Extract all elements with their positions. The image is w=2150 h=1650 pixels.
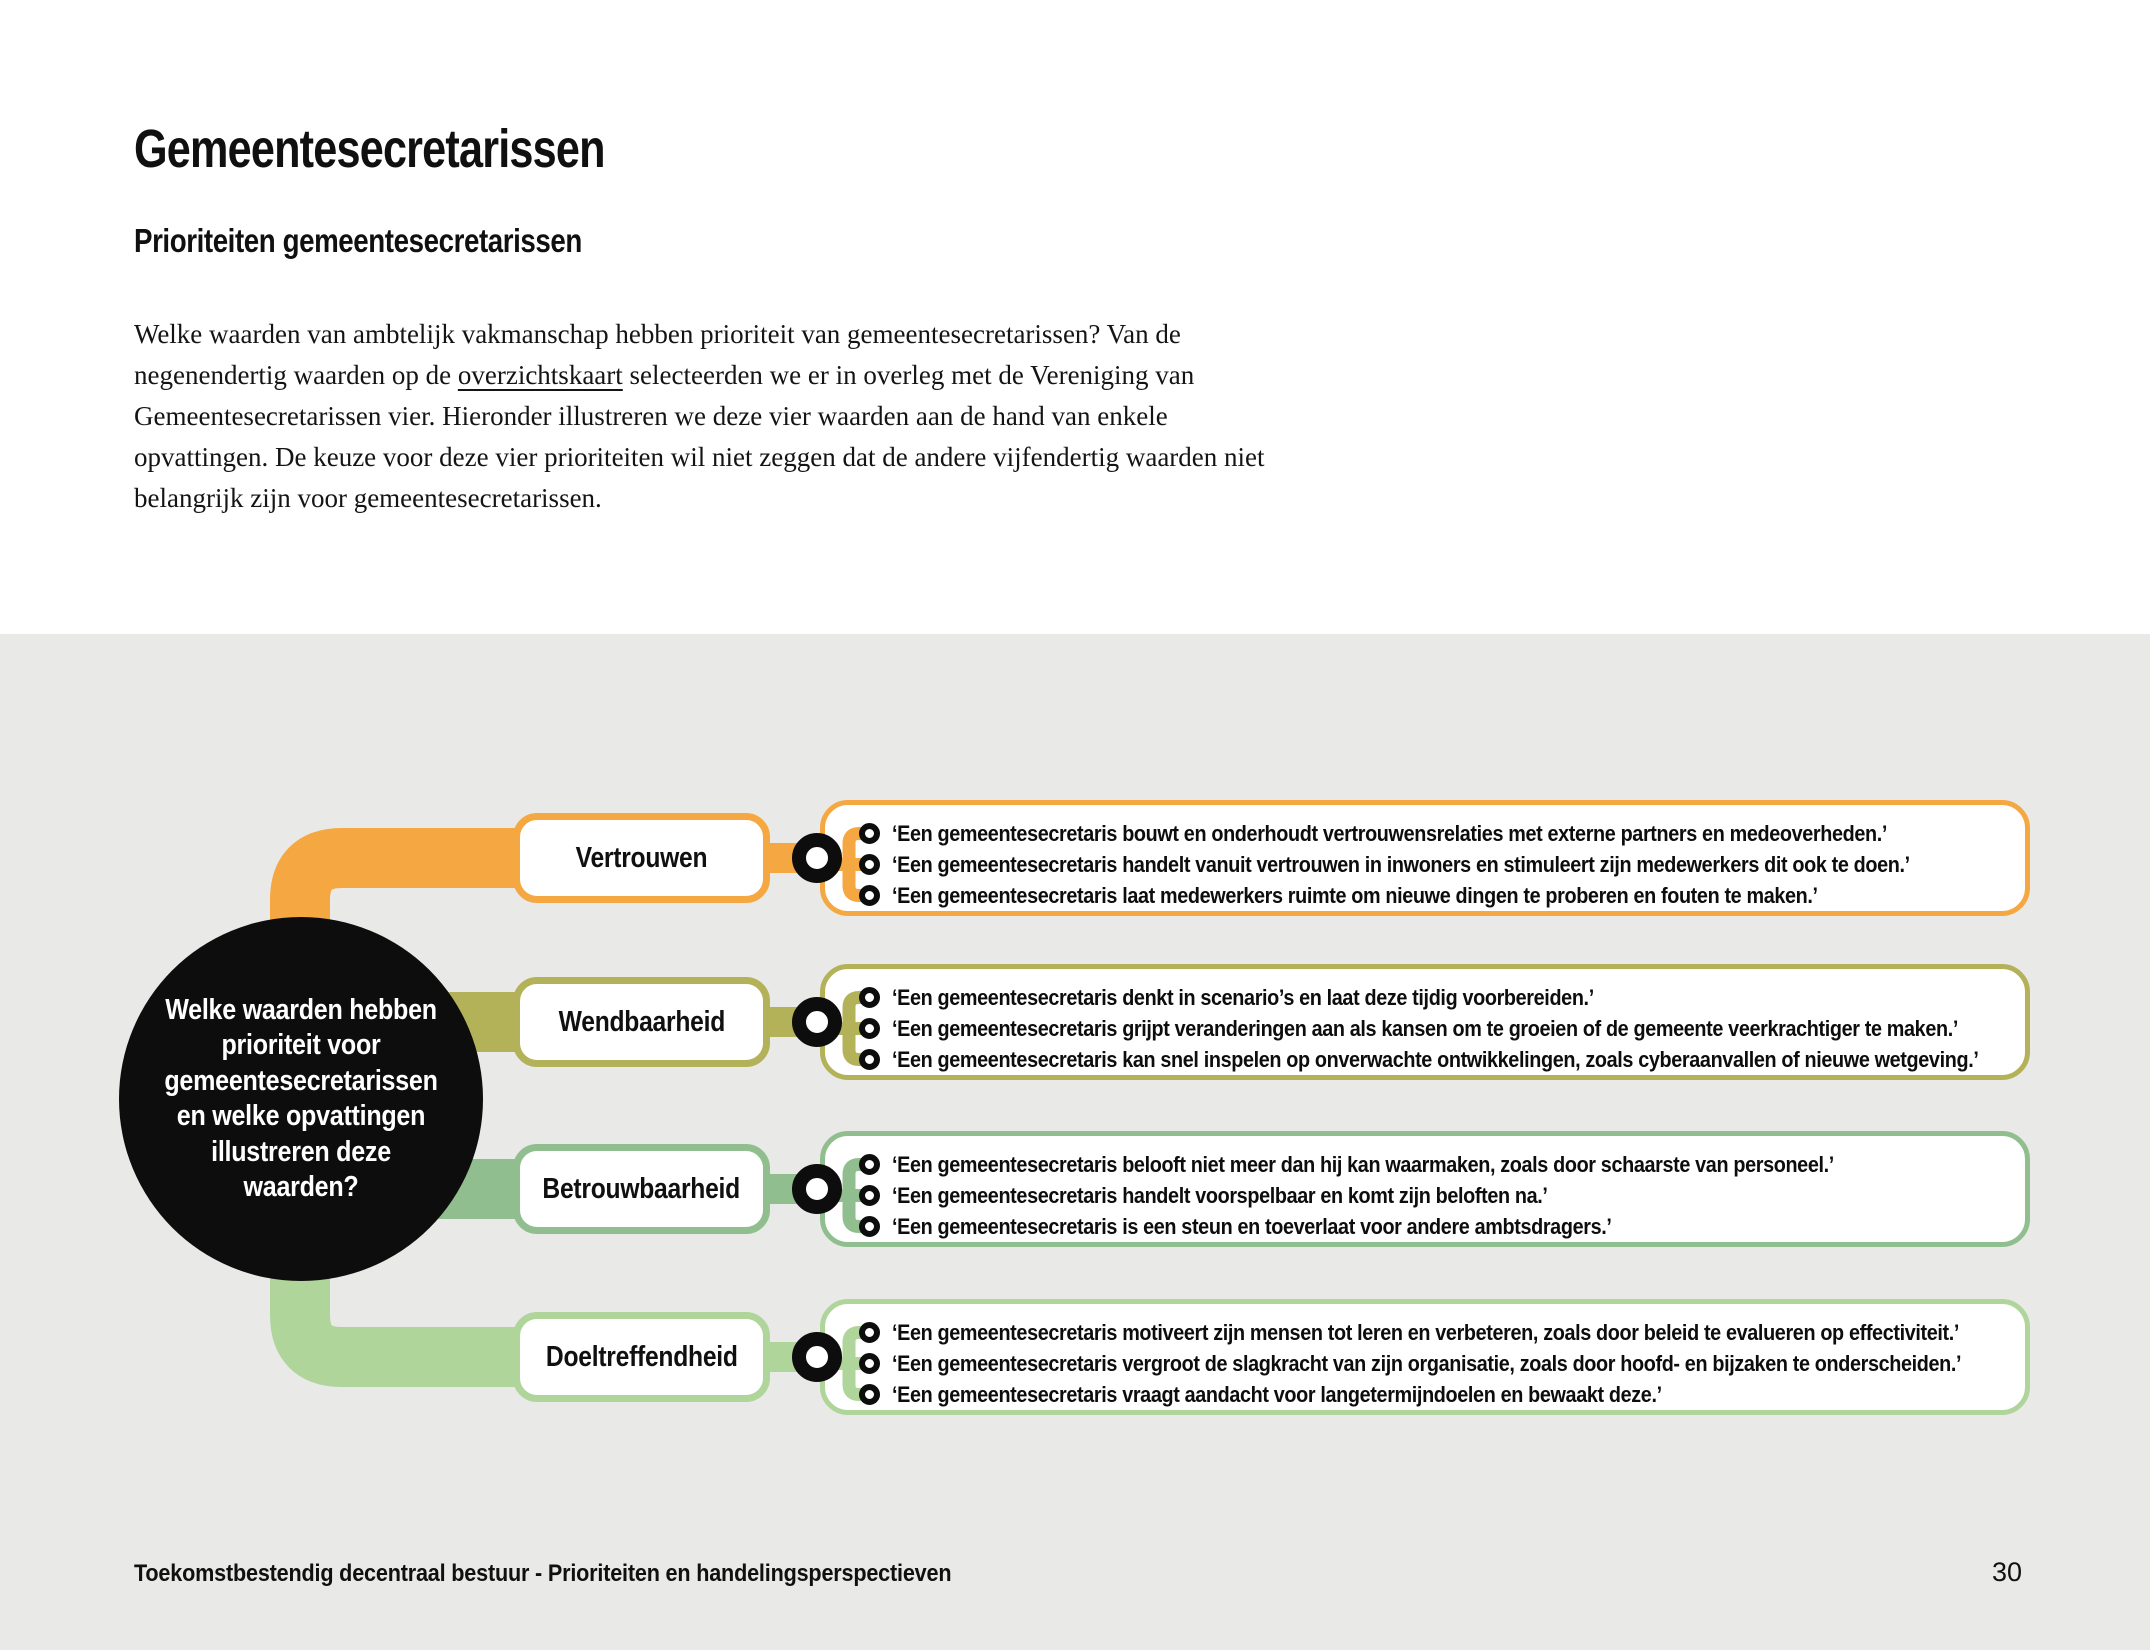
intro-link[interactable]: overzichtskaart <box>457 360 623 390</box>
intro-line-2-post: selecteerden we er in overleg met de Vereniging van <box>622 360 1195 390</box>
quote-item <box>859 1044 2007 1075</box>
page-title: Gemeentesecretarissen <box>134 119 605 179</box>
junction-ring-icon <box>792 833 842 883</box>
intro-line-2-pre: negenendertig waarden op de <box>134 360 458 390</box>
value-label-box <box>513 1144 770 1234</box>
bullet-ring-icon <box>859 987 880 1008</box>
value-label: Betrouwbaarheid <box>542 1172 741 1205</box>
quotes-box <box>820 964 2030 1080</box>
quote-text: ‘Een gemeentesecretaris vraagt aandacht voor langetermijndoelen en bewaakt deze.’ <box>892 1381 1662 1407</box>
bullet-ring-icon <box>859 1322 880 1343</box>
quote-item <box>859 1211 2007 1242</box>
intro-line-4: opvattingen. De keuze voor deze vier prioriteiten wil niet zeggen dat de andere vijfendertig waarden niet <box>134 442 1265 472</box>
quote-item <box>859 1180 2007 1211</box>
quotes-box <box>820 1299 2030 1415</box>
quote-item <box>859 1348 2007 1379</box>
value-label-box <box>513 813 770 903</box>
junction-ring-icon <box>792 997 842 1047</box>
quotes-box <box>820 1131 2030 1247</box>
quotes-box <box>820 800 2030 916</box>
junction-ring-icon <box>792 1332 842 1382</box>
quote-item <box>859 982 2007 1013</box>
quote-item <box>859 1379 2007 1410</box>
quote-text: ‘Een gemeentesecretaris denkt in scenario’s en laat deze tijdig voorbereiden.’ <box>892 984 1594 1010</box>
intro-line-3: Gemeentesecretarissen vier. Hieronder illustreren we deze vier waarden aan de hand van enkele <box>134 401 1168 431</box>
value-label: Wendbaarheid <box>558 1005 725 1038</box>
intro-line-5: belangrijk zijn voor gemeentesecretarissen. <box>134 483 602 513</box>
quote-text: ‘Een gemeentesecretaris motiveert zijn mensen tot leren en verbeteren, zoals door beleid te evalueren op effectiviteit.’ <box>892 1319 1960 1345</box>
quote-text: ‘Een gemeentesecretaris is een steun en toeverlaat voor andere ambtsdragers.’ <box>892 1213 1612 1239</box>
quote-text: ‘Een gemeentesecretaris vergroot de slagkracht van zijn organisatie, zoals door hoofd- en bijzaken te onderscheiden.’ <box>892 1350 1962 1376</box>
quote-item <box>859 818 2007 849</box>
bullet-ring-icon <box>859 885 880 906</box>
quote-item <box>859 1013 2007 1044</box>
question-text: Welke waarden hebben prioriteit voor gemeentesecretarissen en welke opvattingen illustreren deze waarden? <box>164 993 438 1203</box>
quote-text: ‘Een gemeentesecretaris laat medewerkers ruimte om nieuwe dingen te proberen en fouten te maken.’ <box>892 882 1818 908</box>
quote-item <box>859 849 2007 880</box>
bullet-ring-icon <box>859 854 880 875</box>
page-number: 30 <box>1991 1557 2022 1587</box>
bullet-ring-icon <box>859 823 880 844</box>
value-label-box <box>513 1312 770 1402</box>
quote-text: ‘Een gemeentesecretaris kan snel inspelen op onverwachte ontwikkelingen, zoals cyberaanvallen of nieuwe wetgeving.’ <box>892 1046 1979 1072</box>
quote-text: ‘Een gemeentesecretaris handelt vanuit vertrouwen in inwoners en stimuleert zijn medewerkers dit ook te doen.’ <box>892 851 1910 877</box>
footer-title: Toekomstbestendig decentraal bestuur - Prioriteiten en handelingsperspectieven <box>134 1560 952 1587</box>
quote-text: ‘Een gemeentesecretaris bouwt en onderhoudt vertrouwensrelaties met externe partners en medeoverheden.’ <box>892 820 1888 846</box>
bullet-ring-icon <box>859 1185 880 1206</box>
quote-text: ‘Een gemeentesecretaris grijpt veranderingen aan als kansen om te groeien of de gemeente veerkrachtiger te maken.’ <box>892 1015 1958 1041</box>
intro-line-1: Welke waarden van ambtelijk vakmanschap hebben prioriteit van gemeentesecretarissen? Van de <box>134 319 1181 349</box>
value-label: Vertrouwen <box>575 841 708 874</box>
question-circle <box>119 917 483 1281</box>
bullet-ring-icon <box>859 1018 880 1039</box>
bullet-ring-icon <box>859 1216 880 1237</box>
value-label: Doeltreffendheid <box>545 1340 738 1373</box>
bullet-ring-icon <box>859 1154 880 1175</box>
bullet-ring-icon <box>859 1353 880 1374</box>
junction-ring-icon <box>792 1164 842 1214</box>
section-subtitle: Prioriteiten gemeentesecretarissen <box>134 222 582 259</box>
value-label-box <box>513 977 770 1067</box>
quote-text: ‘Een gemeentesecretaris belooft niet meer dan hij kan waarmaken, zoals door schaarste van personeel.’ <box>892 1151 1834 1177</box>
quote-item <box>859 1149 2007 1180</box>
bullet-ring-icon <box>859 1384 880 1405</box>
quote-text: ‘Een gemeentesecretaris handelt voorspelbaar en komt zijn beloften na.’ <box>892 1182 1548 1208</box>
bullet-ring-icon <box>859 1049 880 1070</box>
quote-item <box>859 1317 2007 1348</box>
quote-item <box>859 880 2007 911</box>
